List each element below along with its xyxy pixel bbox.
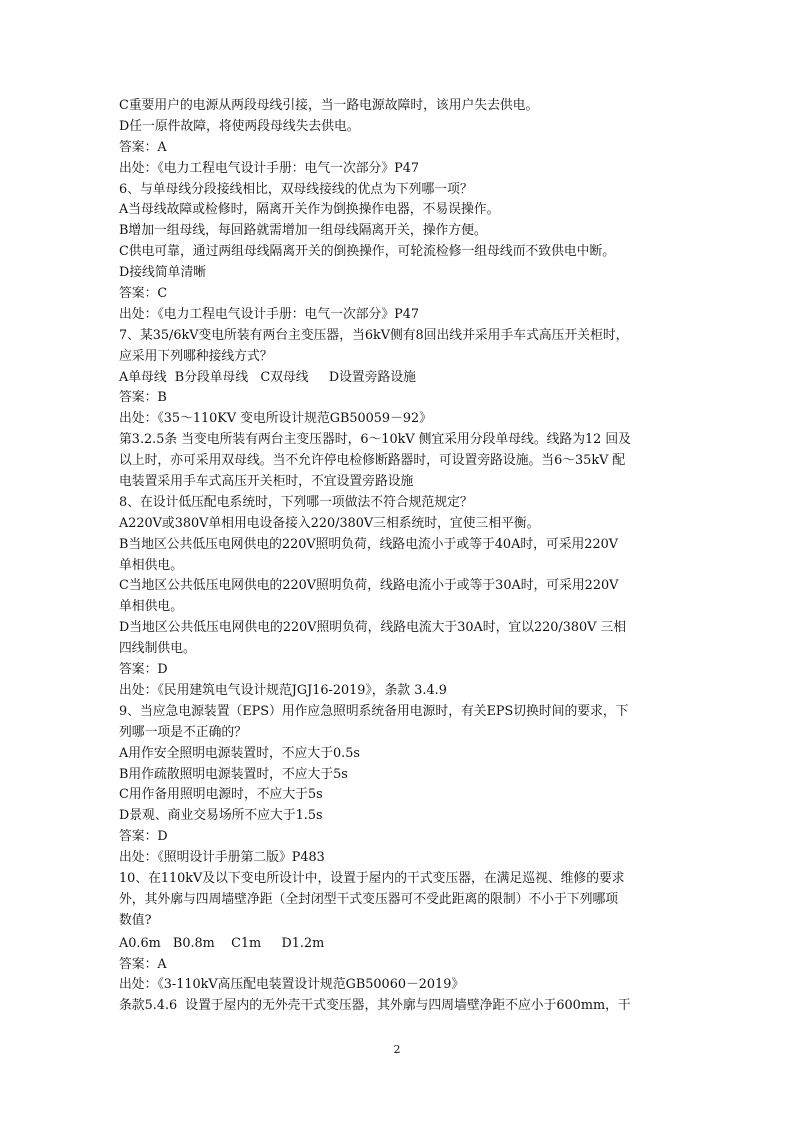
text-line: A用作安全照明电源装置时，不应大于0.5s [119, 745, 360, 761]
text-line: C当地区公共低压电网供电的220V照明负荷，线路电流小于或等于30A时，可采用220V [119, 578, 619, 594]
text-line: 6、与单母线分段接线相比，双母线接线的优点为下列哪一项？ [119, 181, 473, 197]
text-line: 第3.2.5条 当变电所装有两台主变压器时，6～10kV 侧宜采用分段单母线。线路为12 回及 [119, 432, 631, 448]
text-line: A单母线 B分段单母线 C双母线 D设置旁路设施 [119, 369, 416, 385]
text-line: 答案：D [119, 829, 168, 845]
text-line: A0.6m B0.8m C1m D1.2m [119, 935, 325, 951]
text-line: D接线简单清晰 [119, 265, 207, 281]
text-line: 9、当应急电源装置（EPS）用作应急照明系统备用电源时，有关EPS切换时间的要求，下 [119, 703, 629, 719]
text-line: 条款5.4.6 设置于屋内的无外壳干式变压器，其外廓与四周墙壁净距不应小于600mm，干 [119, 998, 631, 1014]
text-line: 8、在设计低压配电系统时，下列哪一项做法不符合规范规定？ [119, 494, 473, 510]
text-line: C重要用户的电源从两段母线引接，当一路电源故障时，该用户失去供电。 [119, 98, 539, 113]
text-line: 答案：D [119, 662, 168, 678]
text-line: 出处：《电力工程电气设计手册：电气一次部分》P47 [119, 160, 420, 176]
text-line: D景观、商业交易场所不应大于1.5s [119, 808, 323, 824]
text-line: 数值? [119, 912, 152, 928]
page-number: 2 [393, 1043, 401, 1056]
text-line: B用作疏散照明电源装置时，不应大于5s [119, 766, 348, 782]
text-line: B当地区公共低压电网供电的220V照明负荷，线路电流小于或等于40A时，可采用220V [119, 536, 618, 552]
text-line: 应采用下列哪种接线方式？ [119, 348, 273, 364]
text-line: 出处：《35～110KV 变电所设计规范GB50059－92》 [119, 411, 432, 427]
text-line: 出处：《电力工程电气设计手册：电气一次部分》P47 [119, 306, 420, 322]
text-line: 单相供电。 [119, 557, 183, 573]
text-line: 以上时，亦可采用双母线。当不允许停电检修断路器时，可设置旁路设施。当6～35kV 配 [119, 453, 626, 469]
text-line: 出处：《照明设计手册第二版》P483 [119, 850, 325, 866]
text-line: A220V或380V单相用电设备接入220/380V三相系统时，宜使三相平衡。 [119, 515, 540, 531]
text-line: 7、某35/6kV变电所装有两台主变压器，当6kV侧有8回出线并采用手车式高压开关柜时， [119, 327, 629, 343]
text-line: D任一原件故障，将使两段母线失去供电。 [119, 118, 360, 134]
text-line: C用作备用照明电源时，不应大于5s [119, 787, 323, 803]
text-line: 电装置采用手车式高压开关柜时，不宜设置旁路设施 [119, 474, 414, 490]
text-line: D当地区公共低压电网供电的220V照明负荷，线路电流大于30A时，宜以220/380V 三相 [119, 620, 627, 636]
text-line: 答案：C [119, 286, 168, 302]
text-line: 答案：A [119, 956, 167, 972]
text-line: 四线制供电。 [119, 641, 196, 657]
text-line: B增加一组母线，每回路就需增加一组母线隔离开关，操作方便。 [119, 223, 487, 239]
text-line: C供电可靠，通过两组母线隔离开关的倒换操作，可轮流检修一组母线而不致供电中断。 [119, 244, 616, 260]
text-line: 答案：A [119, 139, 167, 155]
text-line: 单相供电。 [119, 599, 183, 615]
text-line: 答案：B [119, 390, 167, 406]
text-line: A当母线故障或检修时，隔离开关作为倒换操作电器，不易误操作。 [119, 202, 500, 218]
text-line: 列哪一项是不正确的？ [119, 724, 247, 740]
text-line: 出处：《3-110kV高压配电装置设计规范GB50060－2019》 [119, 977, 465, 993]
text-line: 外，其外廓与四周墙壁净距（全封闭型干式变压器可不受此距离的限制）不小于下列哪项 [119, 891, 619, 907]
document-body [119, 96, 679, 1017]
text-line: 10、在110kV及以下变电所设计中，设置于屋内的干式变压器，在满足巡视、维修的要求 [119, 870, 625, 886]
text-line: 出处：《民用建筑电气设计规范JGJ16-2019》，条款 3.4.9 [119, 682, 447, 698]
